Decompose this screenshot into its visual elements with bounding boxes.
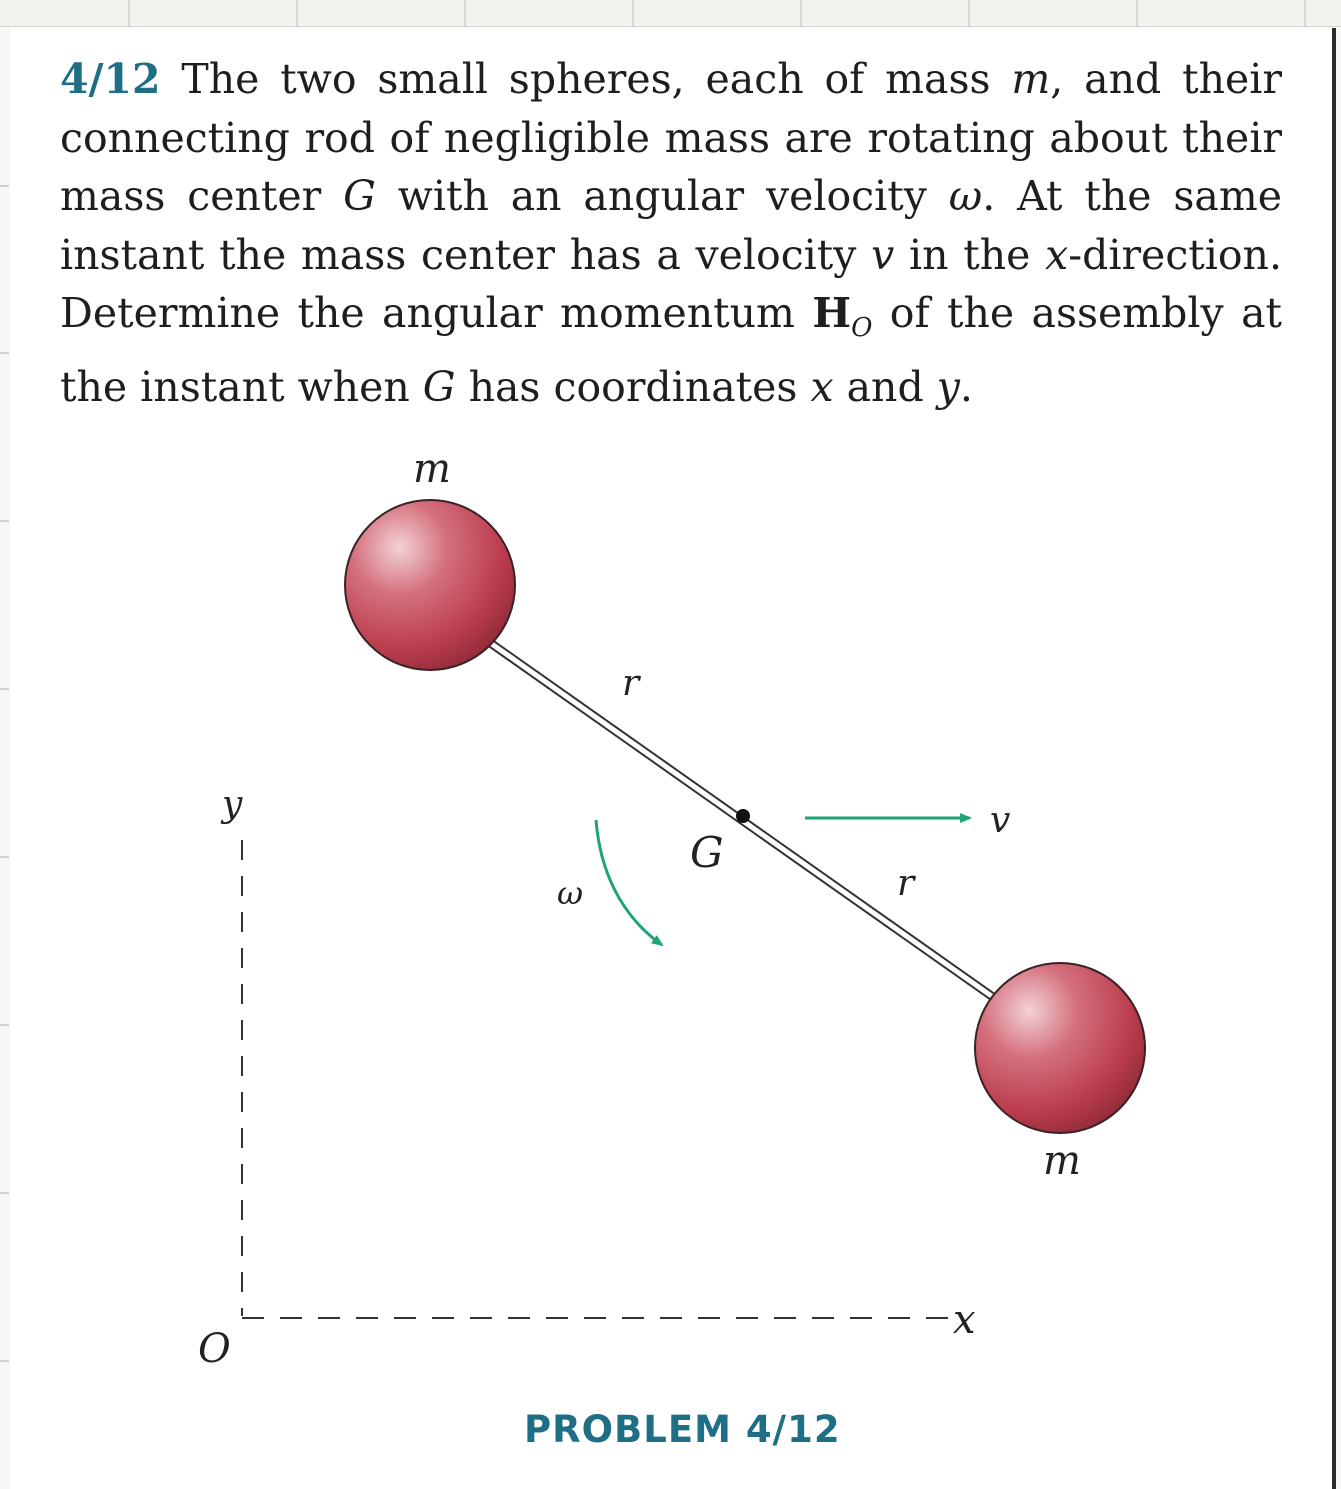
radius-label-lower: r	[897, 863, 915, 904]
mass-center-point	[736, 809, 750, 823]
sphere-bottom	[975, 963, 1145, 1133]
y-axis-label: y	[222, 784, 243, 825]
figure-caption: PROBLEM 4/12	[524, 1408, 841, 1451]
angular-velocity-label: ω	[557, 874, 584, 912]
radius-label-upper: r	[622, 663, 640, 704]
velocity-label: v	[990, 800, 1011, 841]
mass-label-bottom: m	[1043, 1138, 1081, 1184]
mass-label-top: m	[413, 446, 451, 492]
origin-label: O	[198, 1326, 231, 1372]
mass-center-label: G	[690, 828, 724, 877]
x-axis-label: x	[953, 1297, 976, 1343]
sphere-top	[345, 500, 515, 670]
problem-number: 4/12	[60, 55, 161, 103]
angular-momentum-symbol: $H_O$	[812, 289, 873, 344]
problem-statement: 4/12 The two small spheres, each of mass m, and their connecting rod of negligible mass are rotating about their mass center G with an angular velocity ω. At the same instant the mass center has a velocity v in the x-direction. Determine the angular momentum $H_O$ of the assembly at the instant when G has coordinates x and y.	[60, 55, 1283, 411]
angular-velocity-arrow	[596, 820, 662, 945]
